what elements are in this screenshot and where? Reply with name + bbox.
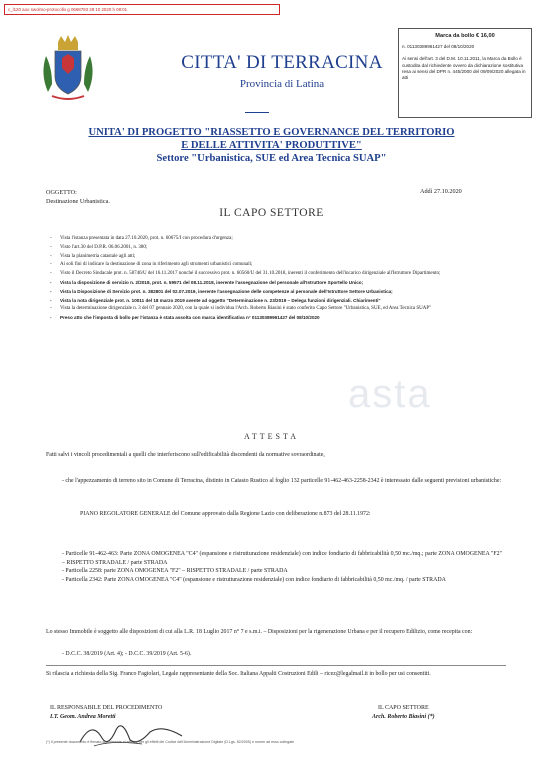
province-subtitle: Provincia di Latina [239, 78, 325, 90]
paragraph-regulation: Lo stesso Immobile è soggetto alle disposizioni di cui alla L.R. 18 Luglio 2017 n° 7 e s.m.i. – Disposizioni per la rigenerazione Urbana e per il recupero Edilizio, come recepita con: [46, 629, 473, 635]
watermark: asta [348, 372, 432, 416]
signature-right-name: Arch. Roberto Biasini (*) [372, 714, 435, 720]
subject-block [46, 188, 110, 206]
protocol-stamp: c_l120 aoo swolmo-protocollo g 0668793 28 10 2020 h 08:01 [4, 4, 280, 15]
divider-line [46, 665, 506, 666]
paragraph-prg: PIANO REGOLATORE GENERALE del Comune approvato dalla Regione Lazio con deliberazione n.873 del 28.11.1972: [80, 511, 371, 517]
premise-item: - Vista la determinazione dirigenziale n. 3 del 07 gennaio 2020, con la quale si individua l'Arch. Roberto Biasini è stato conferito Capo Settore "Urbanistica, SUE, ed Area Tecnica SUAP" [50, 305, 506, 313]
revenue-stamp-number: n. 01130389961427 del 08/10/2020 [402, 44, 475, 50]
title-divider [245, 112, 269, 113]
paragraph-land: - che l'appezzamento di terreno sito in Comune di Terracina, distinto in Catasto Rustico al foglio 132 particelle 91-462-463-2258-2342 è interessato dalle seguenti previsioni urbanistiche: [62, 478, 502, 484]
premise-item: - Preso atto che l'imposta di bollo per l'istanza è stata assolta con marca identificativa n° 01130389961427 del 08/10/2020 [50, 314, 506, 322]
parcel-item: - Particella 2258: parte ZONA OMOGENEA "F2" – RISPETTO STRADALE / parte STRADA [62, 568, 288, 574]
revenue-stamp-text: Ai sensi dell'art. 3 del D.M. 10.11.2011, la Marca da Bollo è custodita dal richiedente ovvero da dichiarazione sostitutiva resa ai sensi del DPR n. 445/2000 del 09/09/2020 allegata in atti [402, 56, 526, 81]
unit-header [20, 126, 523, 165]
parcel-item: - Particella 2342: Parte ZONA OMOGENEA "C4" (espansione e ristrutturazione residenziale) con indice fondiario di fabbricabilità 0,50 mc./mq. / parte STRADA [62, 576, 446, 583]
attesta-title: ATTESTA [243, 432, 300, 441]
signature-left-name: I.T. Geom. Andrea Moretti [50, 714, 116, 720]
unit-line-1: UNITA' DI PROGETTO "RIASSETTO E GOVERNANCE DEL TERRITORIO [88, 127, 455, 138]
handwritten-signature-icon [72, 716, 192, 752]
premise-item: - Vista la nota dirigenziale prot. n. 10011 del 18 marzo 2019 avente ad oggetto "Determinazione n. 23/2019 – Delega funzioni dirigenziali. Chiarimenti" [50, 297, 506, 305]
signature-right-title: IL CAPO SETTORE [378, 705, 429, 711]
signature-right [372, 704, 435, 722]
premise-item: - Vista l'istanza presentata in data 27.10.2020, prot. n. 60675/I con procedura d'urgenza; [50, 235, 506, 243]
signature-left-title: IL RESPONSABILE DEL PROCEDIMENTO [50, 705, 163, 711]
parcel-item: - Particelle 91-462-463: Parte ZONA OMOGENEA "C4" (espansione e ristrutturazione residenziale) con indice fondiario di fabbricabilità 0,50 mc./mq.; parte ZONA OMOGENEA "F2" – RISPETTO STRADALE / parte STRADA [62, 551, 502, 566]
unit-line-3: Settore "Urbanistica, SUE ed Area Tecnica SUAP" [156, 153, 387, 164]
dcc-list: - D.C.C. 38/2019 (Art. 4); - D.C.C. 39/2019 (Art. 5-6). [62, 651, 192, 657]
subject-text: Destinazione Urbanistica. [46, 198, 110, 205]
footnote: (*) Il presente documento è firmato digitalmente ai sensi e per gli effetti del Codice dell'Amministrazione Digitale (D.Lgs. 82/2005) e norme ad esso collegate [46, 740, 295, 744]
section-title: IL CAPO SETTORE [219, 207, 324, 219]
premise-item: - Visto il Decreto Sindacale prot. n. 58746/U del 16.11.2017 nonché il successivo prot. n. 60560/U del 31.10.2018, inerenti il conferimento dell'incarico dirigenziale all'Istruttore Dipartimento; [50, 270, 506, 278]
city-title: CITTA' DI TERRACINA [181, 52, 383, 73]
unit-line-2: E DELLE ATTIVITA' PRODUTTIVE" [181, 140, 362, 151]
premise-item: - Vista la Disposizione di Servizio prot. n. 382801 del 02.07.2019, inerente l'assegnazione delle competenze al personale dell'Istruttore Settore Urbanistica; [50, 288, 506, 296]
premise-item: - Vista la disposizione di servizio n. 2/2018, prot. n. 59571 del 08.11.2018, inerente l'assegnazione del personale all'Istruttore Sportello Unico; [50, 279, 506, 287]
premise-item: - Vista la planimetria catastale agli atti; [50, 253, 506, 261]
premise-item: - Ai soli fini di indicare la destinazione di zona in riferimento agli strumenti urbanistici comunali; [50, 261, 506, 269]
revenue-stamp-box [398, 28, 532, 118]
paragraph-release: Si rilascia a richiesta della Sig. Franco Fagiolari, Legale rappresentante della Soc. Italiana Appalti Costruzioni Edili – ricez@legalmail.it in bollo per usi consentiti. [46, 671, 431, 677]
revenue-stamp-title: Marca da bollo € 16,00 [435, 33, 495, 39]
city-crest-icon [38, 34, 98, 104]
document-date: Addì 27.10.2020 [420, 188, 462, 195]
premise-item: - Visto l'art.30 del D.P.R. 06.06.2001, n. 380; [50, 244, 506, 252]
paragraph-intro: Fatti salvi i vincoli procedimentali a quelli che interferiscono sull'edificabilità discendenti da normative sovraordinate, [46, 452, 325, 458]
parcel-list [62, 550, 502, 584]
subject-label: OGGETTO: [46, 189, 77, 196]
premises-list [50, 235, 506, 323]
